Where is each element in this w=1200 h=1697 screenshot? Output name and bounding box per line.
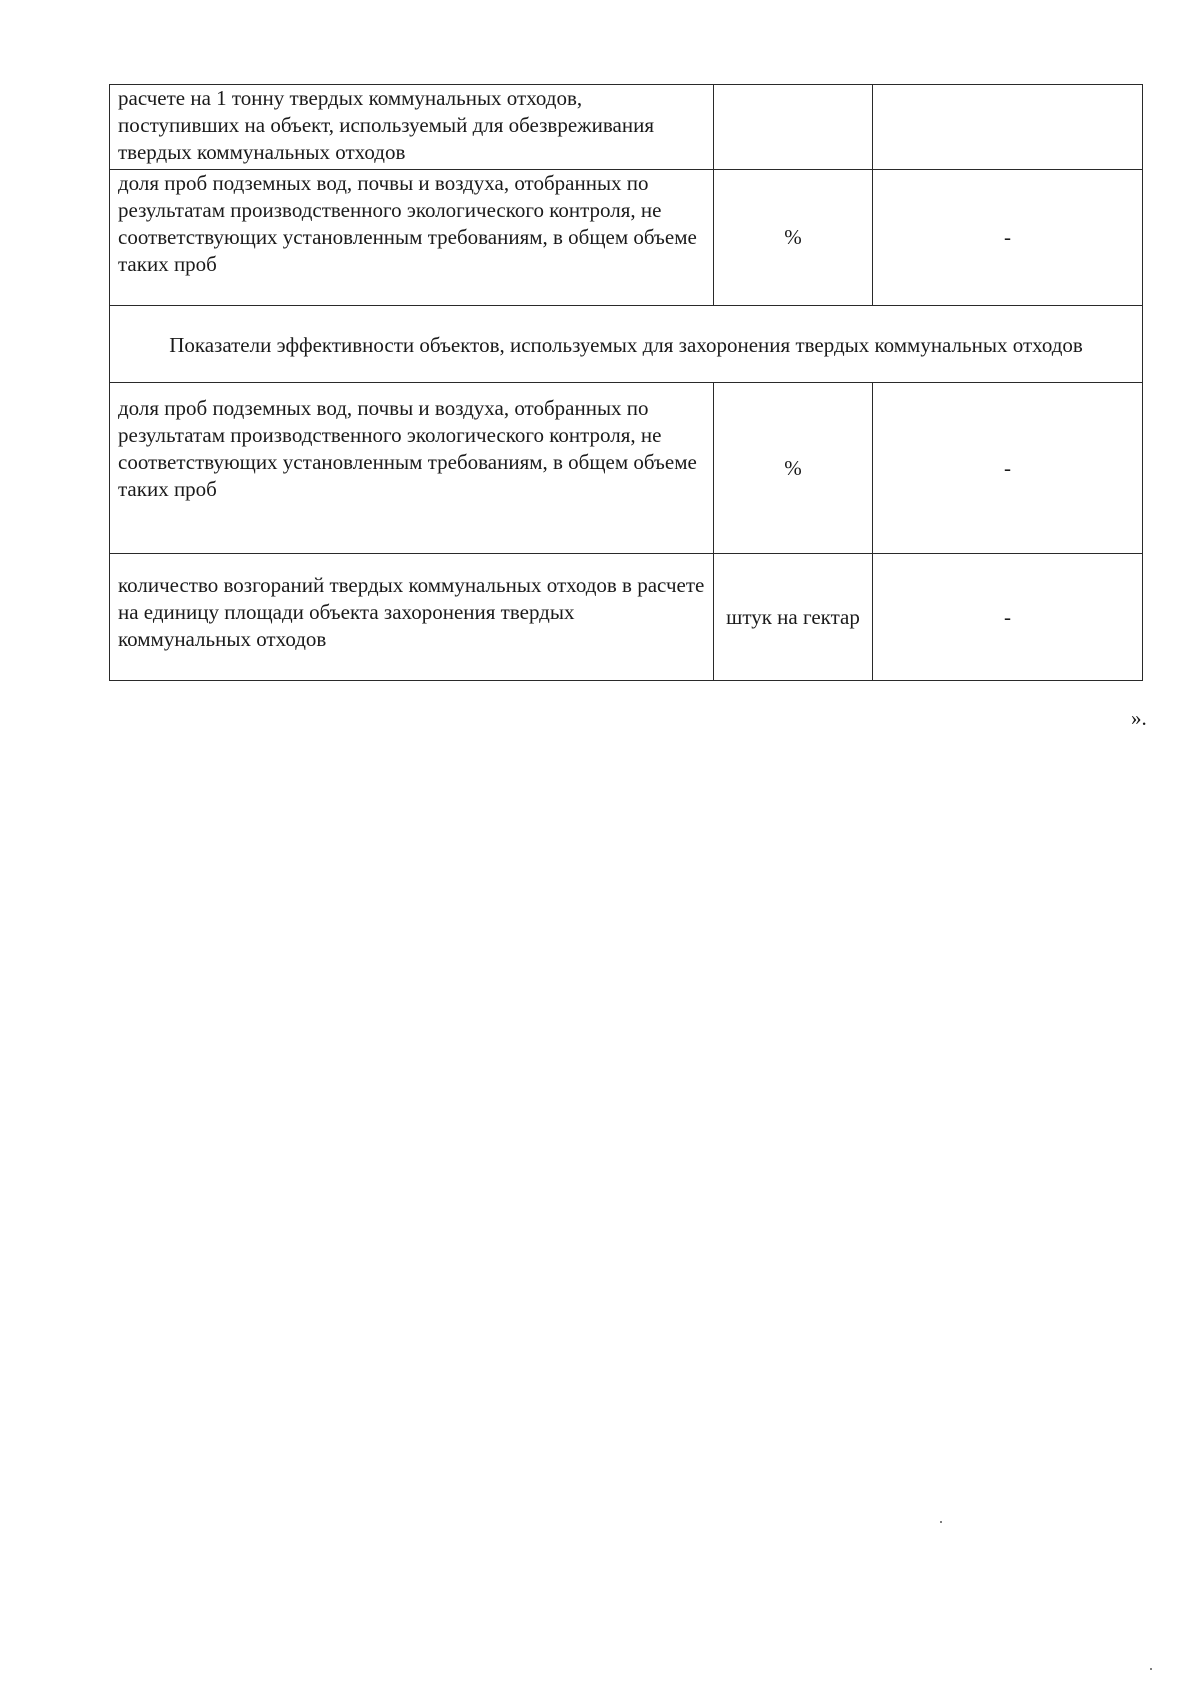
indicator-unit: штук на гектар — [714, 554, 873, 681]
indicator-value — [873, 85, 1143, 170]
indicator-value: - — [873, 170, 1143, 306]
indicator-unit: % — [714, 170, 873, 306]
indicator-description — [110, 554, 714, 681]
indicator-unit: % — [714, 383, 873, 554]
indicator-description-text: доля проб подземных вод, почвы и воздуха, отобранных по результатам производственного экологического контроля, не соответствующих установленным требованиям, в общем объеме таких проб — [118, 396, 697, 501]
indicator-description — [110, 85, 714, 170]
table-row — [110, 170, 1143, 306]
indicator-description — [110, 383, 714, 554]
scan-speck — [940, 1521, 942, 1523]
section-heading-row — [110, 306, 1143, 383]
scan-speck — [1150, 1668, 1152, 1670]
closing-quote-mark: ». — [1131, 706, 1147, 730]
indicator-value: - — [873, 554, 1143, 681]
indicator-description-text: расчете на 1 тонну твердых коммунальных отходов, поступивших на объект, используемый для обезвреживания твердых коммунальных отходов — [118, 86, 655, 164]
table-row — [110, 383, 1143, 554]
table-row — [110, 554, 1143, 681]
indicator-value: - — [873, 383, 1143, 554]
indicator-unit — [714, 85, 873, 170]
indicators-table — [109, 84, 1143, 681]
indicator-description-text: доля проб подземных вод, почвы и воздуха, отобранных по результатам производственного экологического контроля, не соответствующих установленным требованиям, в общем объеме таких проб — [118, 171, 697, 276]
indicator-description — [110, 170, 714, 306]
table-row — [110, 85, 1143, 170]
indicator-description-text: количество возгораний твердых коммунальных отходов в расчете на единицу площади объекта захоронения твердых коммунальных отходов — [118, 573, 705, 651]
section-heading: Показатели эффективности объектов, используемых для захоронения твердых коммунальных отходов — [110, 306, 1143, 383]
